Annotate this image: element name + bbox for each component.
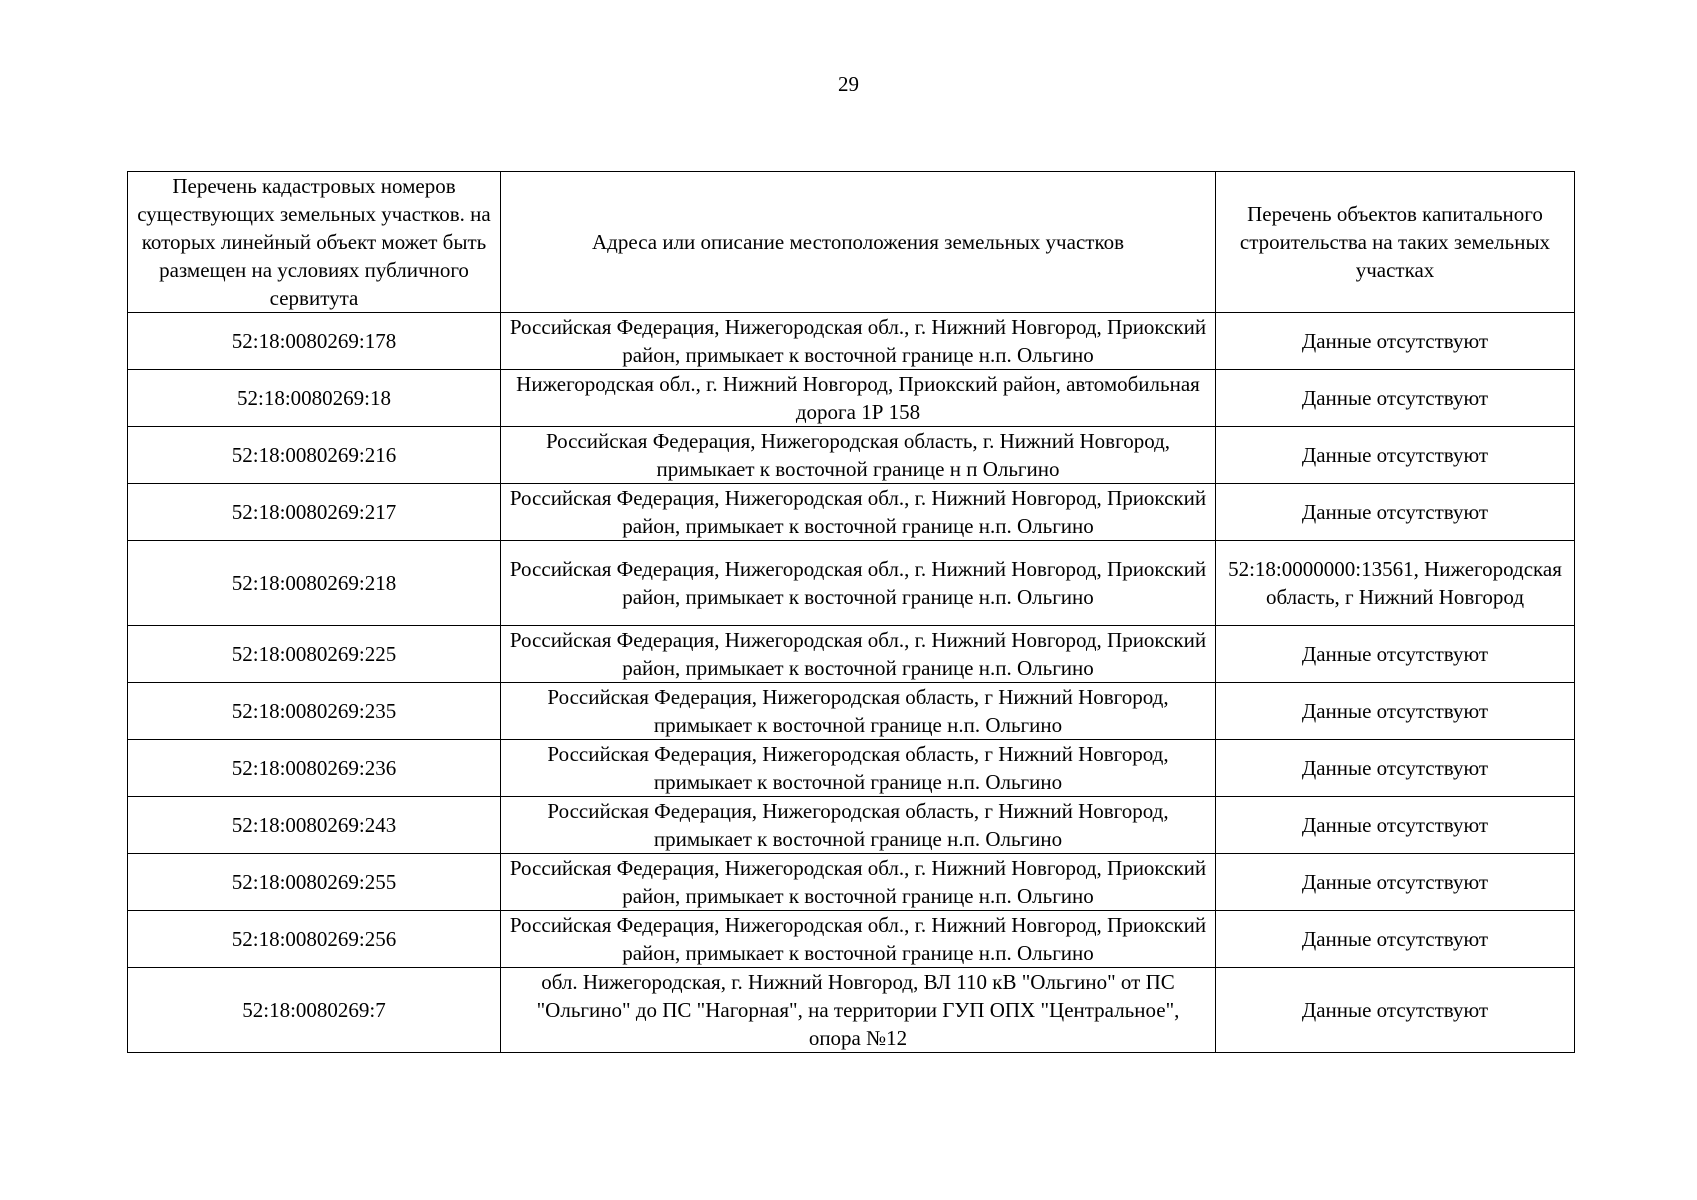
table-row [128, 968, 1575, 1053]
table-row [128, 541, 1575, 626]
address-cell: Российская Федерация, Нижегородская область, г Нижний Новгород, примыкает к восточной границе н.п. Ольгино [501, 683, 1216, 740]
table-row [128, 797, 1575, 854]
table-row [128, 626, 1575, 683]
capital-objects-cell: Данные отсутствуют [1216, 968, 1575, 1053]
table-row [128, 370, 1575, 427]
address-cell: Российская Федерация, Нижегородская обл., г. Нижний Новгород, Приокский район, примыкает к восточной границе н.п. Ольгино [501, 313, 1216, 370]
cadastral-number-cell: 52:18:0080269:256 [128, 911, 501, 968]
page-number: 29 [838, 72, 859, 96]
address-cell: Российская Федерация, Нижегородская обл., г. Нижний Новгород, Приокский район, примыкает к восточной границе н.п. Ольгино [501, 911, 1216, 968]
address-cell: Российская Федерация, Нижегородская обл., г. Нижний Новгород, Приокский район, примыкает к восточной границе н.п. Ольгино [501, 541, 1216, 626]
cadastral-number-cell: 52:18:0080269:217 [128, 484, 501, 541]
capital-objects-cell: Данные отсутствуют [1216, 370, 1575, 427]
table-header-row [128, 172, 1575, 313]
capital-objects-cell: 52:18:0000000:13561, Нижегородская область, г Нижний Новгород [1216, 541, 1575, 626]
capital-objects-cell: Данные отсутствуют [1216, 683, 1575, 740]
cadastral-number-cell: 52:18:0080269:236 [128, 740, 501, 797]
capital-objects-cell: Данные отсутствуют [1216, 911, 1575, 968]
cadastral-number-cell: 52:18:0080269:235 [128, 683, 501, 740]
table-row [128, 740, 1575, 797]
cadastral-number-cell: 52:18:0080269:225 [128, 626, 501, 683]
cadastral-number-cell: 52:18:0080269:7 [128, 968, 501, 1053]
land-plots-table [127, 171, 1575, 1053]
cadastral-number-cell: 52:18:0080269:216 [128, 427, 501, 484]
table-row [128, 911, 1575, 968]
cadastral-number-cell: 52:18:0080269:178 [128, 313, 501, 370]
address-cell: Российская Федерация, Нижегородская обл., г. Нижний Новгород, Приокский район, примыкает к восточной границе н.п. Ольгино [501, 626, 1216, 683]
table-row [128, 683, 1575, 740]
address-cell: Российская Федерация, Нижегородская область, г Нижний Новгород, примыкает к восточной границе н.п. Ольгино [501, 797, 1216, 854]
cadastral-number-cell: 52:18:0080269:218 [128, 541, 501, 626]
cadastral-number-cell: 52:18:0080269:18 [128, 370, 501, 427]
header-cadastral-numbers: Перечень кадастровых номеров существующих земельных участков. на которых линейный объект может быть размещен на условиях публичного сервитута [128, 172, 501, 313]
table-row [128, 427, 1575, 484]
table-row [128, 854, 1575, 911]
address-cell: Нижегородская обл., г. Нижний Новгород, Приокский район, автомобильная дорога 1Р 158 [501, 370, 1216, 427]
header-addresses: Адреса или описание местоположения земельных участков [501, 172, 1216, 313]
capital-objects-cell: Данные отсутствуют [1216, 854, 1575, 911]
capital-objects-cell: Данные отсутствуют [1216, 427, 1575, 484]
header-capital-objects: Перечень объектов капитального строительства на таких земельных участках [1216, 172, 1575, 313]
cadastral-number-cell: 52:18:0080269:255 [128, 854, 501, 911]
address-cell: Российская Федерация, Нижегородская область, г. Нижний Новгород, примыкает к восточной границе н п Ольгино [501, 427, 1216, 484]
capital-objects-cell: Данные отсутствуют [1216, 740, 1575, 797]
capital-objects-cell: Данные отсутствуют [1216, 484, 1575, 541]
address-cell: Российская Федерация, Нижегородская область, г Нижний Новгород, примыкает к восточной границе н.п. Ольгино [501, 740, 1216, 797]
cadastral-number-cell: 52:18:0080269:243 [128, 797, 501, 854]
address-cell: обл. Нижегородская, г. Нижний Новгород, ВЛ 110 кВ "Ольгино" от ПС "Ольгино" до ПС "Нагорная", на территории ГУП ОПХ "Центральное", опора №12 [501, 968, 1216, 1053]
capital-objects-cell: Данные отсутствуют [1216, 313, 1575, 370]
table-row [128, 484, 1575, 541]
address-cell: Российская Федерация, Нижегородская обл., г. Нижний Новгород, Приокский район, примыкает к восточной границе н.п. Ольгино [501, 484, 1216, 541]
capital-objects-cell: Данные отсутствуют [1216, 626, 1575, 683]
capital-objects-cell: Данные отсутствуют [1216, 797, 1575, 854]
address-cell: Российская Федерация, Нижегородская обл., г. Нижний Новгород, Приокский район, примыкает к восточной границе н.п. Ольгино [501, 854, 1216, 911]
table-row [128, 313, 1575, 370]
